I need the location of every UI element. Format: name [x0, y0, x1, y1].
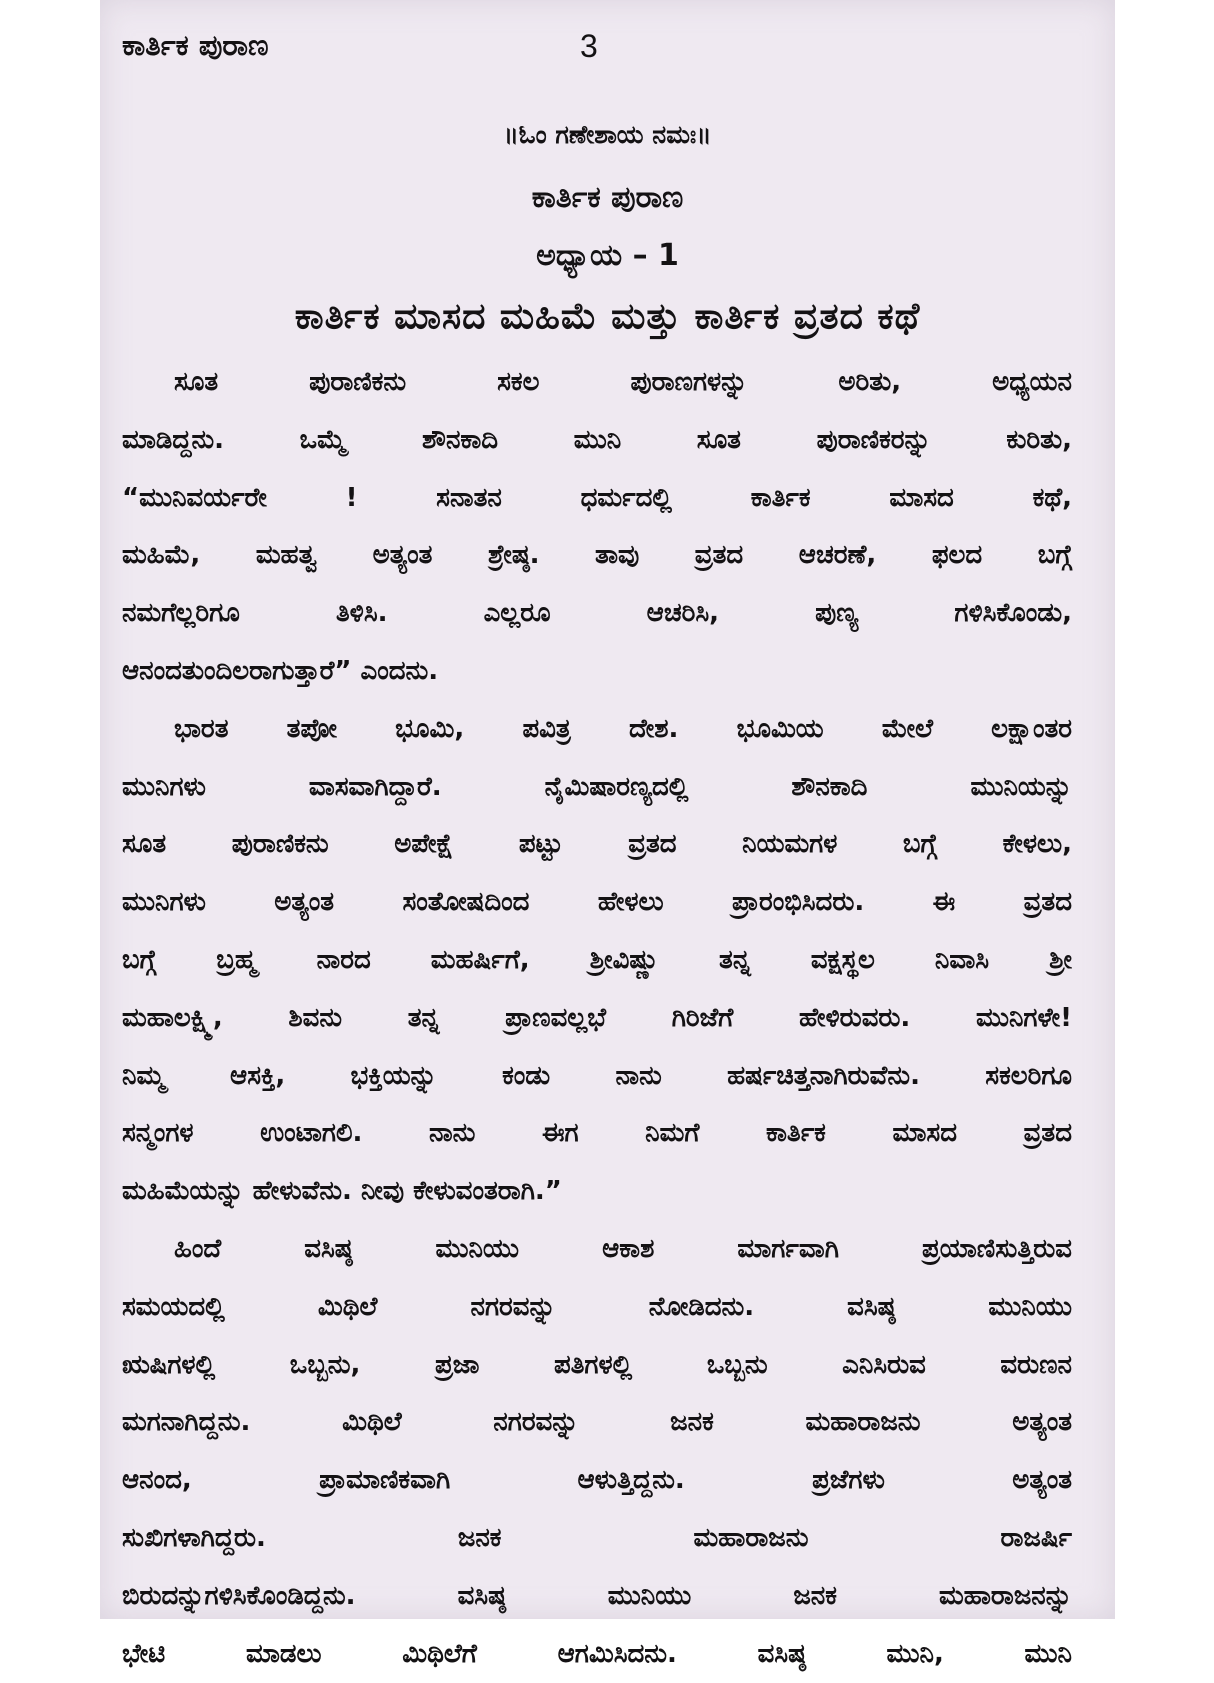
text-line: ಸಮಯದಲ್ಲಿ ಮಿಥಿಲೆ ನಗರವನ್ನು ನೋಡಿದನು. ವಸಿಷ್ಠ ಮುನಿಯು [122, 1291, 1072, 1322]
text-line: ಸನ್ಮಂಗಳ ಉಂಟಾಗಲಿ. ನಾನು ಈಗ ನಿಮಗೆ ಕಾರ್ತಿಕ ಮಾಸದ ವ್ರತದ [122, 1118, 1072, 1149]
text-line: ಬಗ್ಗೆ ಬ್ರಹ್ಮ ನಾರದ ಮಹರ್ಷಿಗೆ, ಶ್ರೀವಿಷ್ಣು ತನ್ನ ವಕ್ಷಸ್ಥಲ ನಿವಾಸಿ ಶ್ರೀ [122, 944, 1072, 975]
text-line: ಮುನಿಗಳು ಅತ್ಯಂತ ಸಂತೋಷದಿಂದ ಹೇಳಲು ಪ್ರಾರಂಭಿಸಿದರು. ಈ ವ್ರತದ [122, 887, 1072, 918]
book-title: ಕಾರ್ತಿಕ ಪುರಾಣ [531, 180, 684, 215]
text-line: ಆನಂದ, ಪ್ರಾಮಾಣಿಕವಾಗಿ ಆಳುತ್ತಿದ್ದನು. ಪ್ರಜೆಗಳು ಅತ್ಯಂತ [122, 1465, 1072, 1496]
text-line: ಮುನಿಗಳು ವಾಸವಾಗಿದ್ದಾರೆ. ನೈಮಿಷಾರಣ್ಯದಲ್ಲಿ ಶೌನಕಾದಿ ಮುನಿಯನ್ನು [122, 771, 1072, 802]
text-line: ಮಾಡಿದ್ದನು. ಒಮ್ಮೆ ಶೌನಕಾದಿ ಮುನಿ ಸೂತ ಪುರಾಣಿಕರನ್ನು ಕುರಿತು, [122, 424, 1072, 455]
text-line: ಭಾರತ ತಪೋ ಭೂಮಿ, ಪವಿತ್ರ ದೇಶ. ಭೂಮಿಯ ಮೇಲೆ ಲಕ್ಷಾಂತರ [174, 713, 1072, 744]
page-header [122, 28, 1082, 78]
text-line: ಸೂತ ಪುರಾಣಿಕನು ಅಪೇಕ್ಷೆ ಪಟ್ಟು ವ್ರತದ ನಿಯಮಗಳ ಬಗ್ಗೆ ಕೇಳಲು, [122, 829, 1072, 860]
body-text [122, 354, 1072, 1683]
book-page [100, 0, 1115, 1669]
text-line: ನಿಮ್ಮ ಆಸಕ್ತಿ, ಭಕ್ತಿಯನ್ನು ಕಂಡು ನಾನು ಹರ್ಷಚಿತ್ತನಾಗಿರುವೆನು. ಸಕಲರಿಗೂ [122, 1060, 1072, 1091]
running-title: ಕಾರ್ತಿಕ ಪುರಾಣ [122, 28, 269, 62]
invocation: ॥ಓಂ ಗಣೇಶಾಯ ನಮಃ॥ [503, 120, 712, 149]
text-line: ಭೇಟಿ ಮಾಡಲು ಮಿಥಿಲೆಗೆ ಆಗಮಿಸಿದನು. ವಸಿಷ್ಠ ಮುನಿ, ಮುನಿ [122, 1638, 1072, 1669]
chapter-number: ಅಧ್ಯಾಯ – 1 [536, 238, 679, 273]
text-line: ಸೂತ ಪುರಾಣಿಕನು ಸಕಲ ಪುರಾಣಗಳನ್ನು ಅರಿತು, ಅಧ್ಯಯನ [174, 367, 1072, 397]
text-line: ಆನಂದತುಂದಿಲರಾಗುತ್ತಾರೆ” ಎಂದನು. [122, 655, 439, 686]
text-line: ಮಗನಾಗಿದ್ದನು. ಮಿಥಿಲೆ ನಗರವನ್ನು ಜನಕ ಮಹಾರಾಜನು ಅತ್ಯಂತ [122, 1407, 1072, 1438]
text-line: ಬಿರುದನ್ನುಗಳಿಸಿಕೊಂಡಿದ್ದನು. ವಸಿಷ್ಠ ಮುನಿಯು ಜನಕ ಮಹಾರಾಜನನ್ನು [122, 1580, 1072, 1611]
text-line: “ಮುನಿವರ್ಯರೇ ! ಸನಾತನ ಧರ್ಮದಲ್ಲಿ ಕಾರ್ತಿಕ ಮಾಸದ ಕಥೆ, [122, 482, 1072, 513]
page-number: 3 [580, 28, 598, 64]
text-line: ಋಷಿಗಳಲ್ಲಿ ಒಬ್ಬನು, ಪ್ರಜಾ ಪತಿಗಳಲ್ಲಿ ಒಬ್ಬನು ಎನಿಸಿರುವ ವರುಣನ [122, 1349, 1072, 1380]
text-line: ಸುಖಿಗಳಾಗಿದ್ದರು. ಜನಕ ಮಹಾರಾಜನು ರಾಜರ್ಷಿ [122, 1522, 1072, 1553]
text-line: ಮಹಿಮೆಯನ್ನು ಹೇಳುವೆನು. ನೀವು ಕೇಳುವಂತರಾಗಿ.” [122, 1176, 562, 1207]
text-line: ಹಿಂದೆ ವಸಿಷ್ಠ ಮುನಿಯು ಆಕಾಶ ಮಾರ್ಗವಾಗಿ ಪ್ರಯಾಣಿಸುತ್ತಿರುವ [174, 1233, 1072, 1264]
text-line: ನಮಗೆಲ್ಲರಿಗೂ ತಿಳಿಸಿ. ಎಲ್ಲರೂ ಆಚರಿಸಿ, ಪುಣ್ಯ ಗಳಿಸಿಕೊಂಡು, [122, 598, 1072, 629]
chapter-heading: ಕಾರ್ತಿಕ ಮಾಸದ ಮಹಿಮೆ ಮತ್ತು ಕಾರ್ತಿಕ ವ್ರತದ ಕಥೆ [294, 296, 921, 337]
text-line: ಮಹಿಮೆ, ಮಹತ್ವ ಅತ್ಯಂತ ಶ್ರೇಷ್ಠ. ತಾವು ವ್ರತದ ಆಚರಣೆ, ಫಲದ ಬಗ್ಗೆ [122, 540, 1072, 571]
text-line: ಮಹಾಲಕ್ಷ್ಮಿ, ಶಿವನು ತನ್ನ ಪ್ರಾಣವಲ್ಲಭೆ ಗಿರಿಜೆಗೆ ಹೇಳಿರುವರು. ಮುನಿಗಳೇ! [122, 1002, 1072, 1033]
